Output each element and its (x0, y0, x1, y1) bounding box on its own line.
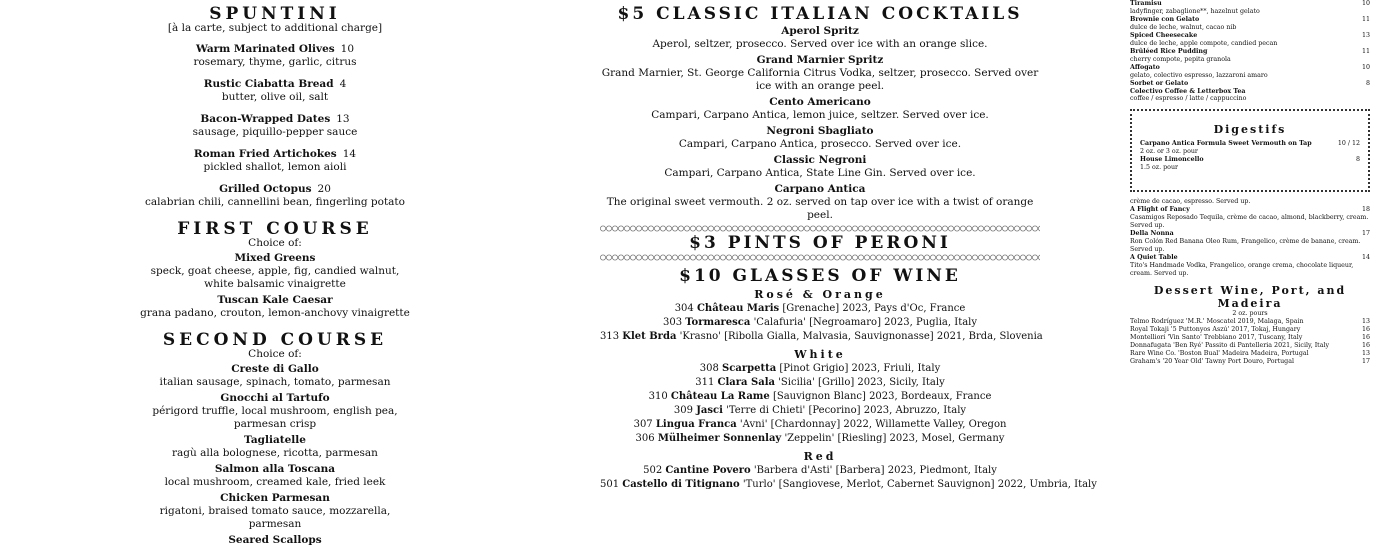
item-name: Roman Fried Artichokes (193, 148, 337, 160)
item-desc: gelato, colectivo espresso, lazzaroni amaro (1130, 72, 1268, 79)
wine-text: Royal Tokaji '5 Puttonyos Aszú' 2017, Tokaj, Hungary (1130, 326, 1301, 333)
item-price: 10 (1361, 0, 1370, 7)
item-name: Cento Americano (769, 96, 871, 108)
item-price: 17 (1361, 230, 1370, 237)
wine-text: Donnafugata 'Ben Ryé' Passito di Pantelleria 2021, Sicily, Italy (1130, 342, 1330, 349)
wine-text: Graham's '20 Year Old' Tawny Port Douro, Portugal (1130, 358, 1294, 365)
item-name: Rustic Ciabatta Bread (203, 78, 334, 90)
wine-name: Tormaresca (685, 317, 751, 328)
dessert-item (1130, 64, 1370, 80)
wine-detail: 'Turlo' [Sangiovese, Merlot, Cabernet Sauvignon] 2022, Umbria, Italy (742, 479, 1097, 490)
item-name: Aperol Spritz (781, 25, 859, 37)
ornament-divider (600, 224, 1040, 233)
item-name: Gnocchi al Tartufo (220, 392, 330, 404)
wine-detail: [Sauvignon Blanc] 2023, Bordeaux, France (772, 391, 992, 402)
item-desc: périgord truffle, local mushroom, english pea, parmesan crisp (152, 405, 398, 430)
item-desc: sausage, piquillo-pepper sauce (192, 126, 358, 138)
first-course-subtitle: Choice of: (248, 237, 302, 249)
menu-item (140, 434, 410, 460)
item-name: Brûléed Rice Pudding (1130, 48, 1208, 55)
menu-item (140, 72, 410, 104)
wine-number: 307 (633, 419, 653, 430)
wine-detail: 'Krasno' [Ribolla Gialla, Malvasia, Sauvignonasse] 2021, Brda, Slovenia (679, 331, 1043, 342)
wine-row (600, 478, 1097, 492)
wine-name: Castello di Titignano (622, 479, 740, 490)
wine-row (600, 302, 1040, 316)
wine-detail: 'Calafuria' [Negroamaro] 2023, Puglia, Italy (753, 317, 978, 328)
item-name: Chicken Parmesan (220, 492, 330, 504)
item-price: 13 (336, 113, 350, 125)
cocktail-item (600, 154, 1040, 180)
item-desc: crème de cacao, espresso. Served up. (1130, 198, 1251, 205)
cocktail-item (600, 96, 1040, 122)
item-desc: grana padano, crouton, lemon-anchovy vinaigrette (140, 307, 410, 319)
wine-text: Montelliori 'Vin Santo' Trebbiano 2017, Tuscany, Italy (1130, 334, 1303, 341)
spuntini-title: SPUNTINI (209, 4, 341, 24)
wine-text: Rare Wine Co. 'Boston Bual' Madeira Madeira, Portugal (1130, 350, 1309, 357)
item-desc: local mushroom, creamed kale, fried leek (164, 476, 386, 488)
item-name: Warm Marinated Olives (195, 43, 335, 55)
item-name: Grilled Octopus (219, 183, 312, 195)
wine-price: 13 (1361, 318, 1370, 325)
item-desc: Grand Marnier, St. George California Citrus Vodka, seltzer, prosecco. Served over ice with an orange peel. (601, 67, 1039, 92)
item-desc: The original sweet vermouth. 2 oz. served on tap over ice with a twist of orange peel. (606, 196, 1034, 221)
item-desc: ragù alla bolognese, ricotta, parmesan (172, 447, 378, 459)
wine-name: Jasci (696, 405, 723, 416)
wine-price: 16 (1361, 342, 1370, 349)
wine-number: 308 (699, 363, 719, 374)
item-price: 8 (1365, 80, 1370, 87)
menu-item (140, 492, 410, 531)
menu-item (140, 252, 410, 291)
dessert-wine-title: Dessert Wine, Port, and Madeira (1153, 284, 1347, 310)
wine-name: Château Maris (696, 303, 780, 314)
wine-name: Château La Rame (670, 391, 770, 402)
wine-number: 304 (674, 303, 694, 314)
wine-detail: 'Avni' [Chardonnay] 2022, Willamette Valley, Oregon (739, 419, 1007, 430)
cocktail-item (600, 125, 1040, 151)
item-name: A Quiet Table (1130, 254, 1178, 261)
wine-price: 16 (1361, 326, 1370, 333)
item-name: Carpano Antica Formula Sweet Vermouth on Tap (1140, 140, 1312, 147)
item-price: 11 (1361, 48, 1370, 55)
item-desc: rosemary, thyme, garlic, citrus (193, 56, 357, 68)
item-price: 8 (1355, 156, 1360, 163)
menu-item (140, 363, 410, 389)
item-desc: Tito's Handmade Vodka, Frangelico, orange crema, chocolate liqueur, cream. Served up. (1130, 262, 1354, 277)
rose-label: Rosé & Orange (754, 288, 886, 301)
item-desc: cherry compote, pepita granola (1130, 56, 1231, 63)
menu-item (140, 37, 410, 69)
wine-number: 501 (600, 479, 620, 490)
wine-row (600, 376, 1040, 390)
item-desc: Ron Colón Red Banana Oleo Rum, Frangelico, crème de banane, cream. Served up. (1130, 238, 1361, 253)
red-label: Red (803, 450, 837, 463)
spuntini-subtitle: [à la carte, subject to additional charge] (167, 22, 383, 34)
item-desc: coffee / espresso / latte / cappuccino (1130, 95, 1247, 102)
wine-row (600, 464, 1040, 478)
food-column (140, 0, 410, 547)
dessert-cocktail-list (1130, 198, 1370, 278)
item-desc: butter, olive oil, salt (221, 91, 329, 103)
wine-detail: [Grenache] 2023, Pays d'Oc, France (782, 303, 966, 314)
dessert-wine-row (1130, 326, 1370, 334)
item-name: Brownie con Gelato (1130, 16, 1200, 23)
wine-title: $10 GLASSES OF WINE (679, 266, 961, 286)
wine-row (600, 432, 1040, 446)
item-desc: 2 oz. or 3 oz. pour (1140, 148, 1198, 155)
cocktail-item (600, 54, 1040, 93)
item-desc: pickled shallot, lemon aioli (203, 161, 347, 173)
item-name: Spiced Cheesecake (1130, 32, 1198, 39)
item-name: Sorbet or Gelato (1130, 80, 1189, 87)
peroni-title: $3 PINTS OF PERONI (689, 233, 951, 253)
dessert-wine-row (1130, 350, 1370, 358)
dessert-item (1130, 16, 1370, 32)
item-desc: Campari, Carpano Antica, prosecco. Served over ice. (678, 138, 962, 150)
menu-item (140, 463, 410, 489)
wine-detail: 'Sicilia' [Grillo] 2023, Sicily, Italy (778, 377, 945, 388)
dessert-column (1130, 0, 1370, 366)
item-desc: Campari, Carpano Antica, lemon juice, seltzer. Served over ice. (651, 109, 989, 121)
wine-row (600, 362, 1040, 376)
item-name: House Limoncello (1140, 156, 1204, 163)
item-name: Creste di Gallo (231, 363, 319, 375)
wine-row (600, 404, 1040, 418)
item-name: Salmon alla Toscana (214, 463, 336, 475)
dessert-item (1130, 88, 1370, 103)
digestifs-title: Digestifs (1213, 123, 1287, 136)
item-name: Colectivo Coffee & Letterbox Tea (1130, 88, 1246, 95)
item-price: 18 (1361, 206, 1370, 213)
item-price: 20 (317, 183, 331, 195)
item-price: 10 (1361, 64, 1370, 71)
wine-number: 310 (648, 391, 668, 402)
item-name: Seared Scallops (228, 534, 322, 546)
item-price: 13 (1361, 32, 1370, 39)
wine-price: 16 (1361, 334, 1370, 341)
wine-name: Clara Sala (717, 377, 775, 388)
item-desc: rigatoni, braised tomato sauce, mozzarella, parmesan (159, 505, 391, 530)
item-name: Tuscan Kale Caesar (217, 294, 333, 306)
item-price: 10 (340, 43, 355, 55)
item-name: Della Nonna (1130, 230, 1174, 237)
wine-number: 306 (635, 433, 655, 444)
item-desc: calabrian chili, cannellini bean, fingerling potato (145, 196, 405, 208)
wine-row (600, 316, 1040, 330)
spuntini-list (140, 37, 410, 209)
dessert-wine-row (1130, 334, 1370, 342)
item-name: Tiramisu (1130, 0, 1162, 7)
dessert-wine-row (1130, 342, 1370, 350)
wine-name: Klet Brda (622, 331, 677, 342)
menu-item (140, 142, 410, 174)
wine-detail: 'Zeppelin' [Riesling] 2023, Mosel, Germany (784, 433, 1005, 444)
dessert-wine-row (1130, 318, 1370, 326)
dessert-wine-subtitle: 2 oz. pours (1232, 310, 1268, 317)
wine-detail: 'Barbera d'Asti' [Barbera] 2023, Piedmont, Italy (753, 465, 997, 476)
item-name: A Flight of Fancy (1130, 206, 1190, 213)
wine-number: 309 (673, 405, 694, 416)
item-price: 14 (1361, 254, 1370, 261)
cocktail-item (600, 183, 1040, 222)
menu-item (140, 107, 410, 139)
menu-item (140, 294, 410, 320)
wine-row (600, 418, 1040, 432)
wine-number: 313 (600, 331, 620, 342)
item-price: 14 (342, 148, 357, 160)
wine-text: Telmo Rodríguez 'M.R.' Moscatel 2019, Malaga, Spain (1130, 318, 1304, 325)
cocktails-title: $5 CLASSIC ITALIAN COCKTAILS (617, 4, 1023, 24)
item-desc: Casamigos Reposado Tequila, crème de cacao, almond, blackberry, cream. Served up. (1130, 214, 1369, 229)
wine-number: 311 (695, 377, 715, 388)
digestifs-box (1130, 109, 1370, 192)
wine-row (600, 390, 1040, 404)
item-desc: ladyfinger, zabaglione**, hazelnut gelato (1130, 8, 1260, 15)
wine-number: 502 (643, 465, 663, 476)
wine-name: Scarpetta (722, 363, 777, 374)
item-name: Affogato (1130, 64, 1160, 71)
cocktail-item (600, 25, 1040, 51)
item-name: Grand Marnier Spritz (756, 54, 884, 66)
second-course-title: SECOND COURSE (162, 330, 388, 350)
dessert-item (1130, 0, 1370, 16)
menu-item (140, 392, 410, 431)
wine-number: 303 (662, 317, 683, 328)
drinks-column (600, 0, 1097, 492)
dessert-wine-row (1130, 358, 1370, 366)
item-name: Tagliatelle (244, 434, 306, 446)
first-course-title: FIRST COURSE (177, 219, 373, 239)
item-name: Classic Negroni (773, 154, 867, 166)
white-label: White (794, 348, 846, 361)
item-name: Carpano Antica (774, 183, 866, 195)
dessert-item (1130, 48, 1370, 64)
item-desc: 1.5 oz. pour (1140, 164, 1179, 171)
item-desc: dulce de leche, walnut, cacao nib (1130, 24, 1237, 31)
menu-item (140, 177, 410, 209)
item-name: Negroni Sbagliato (766, 125, 874, 137)
item-price: 4 (339, 78, 347, 90)
item-desc: italian sausage, spinach, tomato, parmesan (159, 376, 391, 388)
item-price: 10 / 12 (1337, 140, 1360, 147)
item-desc: Campari, Carpano Antica, State Line Gin. Served over ice. (664, 167, 976, 179)
wine-price: 13 (1361, 350, 1370, 357)
dessert-item (1130, 80, 1370, 88)
item-desc: Aperol, seltzer, prosecco. Served over ice with an orange slice. (652, 38, 988, 50)
wine-detail: [Pinot Grigio] 2023, Friuli, Italy (779, 363, 941, 374)
dessert-list (1130, 0, 1370, 103)
wine-price: 17 (1361, 358, 1370, 365)
item-name: Mixed Greens (234, 252, 316, 264)
ornament-divider (600, 253, 1040, 262)
second-course-subtitle: Choice of: (248, 348, 302, 360)
item-desc: dulce de leche, apple compote, candied pecan (1130, 40, 1278, 47)
item-price: 11 (1361, 16, 1370, 23)
wine-detail: 'Terre di Chieti' [Pecorino] 2023, Abruzzo, Italy (726, 405, 967, 416)
wine-name: Mülheimer Sonnenlay (657, 433, 782, 444)
item-name: Bacon-Wrapped Dates (200, 113, 331, 125)
wine-name: Cantine Povero (665, 465, 751, 476)
item-desc: speck, goat cheese, apple, fig, candied walnut, white balsamic vinaigrette (150, 265, 400, 290)
menu-item (140, 534, 410, 547)
dessert-item (1130, 32, 1370, 48)
wine-name: Lingua Franca (655, 419, 737, 430)
wine-row (600, 330, 1043, 344)
